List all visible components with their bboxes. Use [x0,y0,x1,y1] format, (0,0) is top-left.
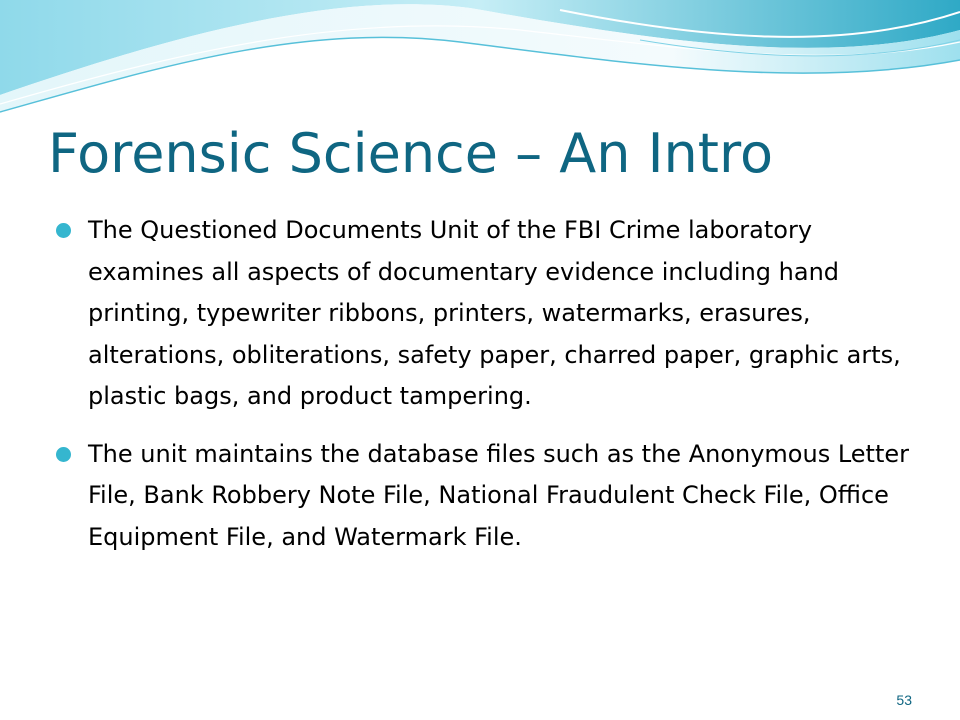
bullet-dot-icon [56,223,71,238]
bullet-text: The unit maintains the database files such as the Anonymous Letter File, Bank Robbery Note File, National Fraudulent Check File, Office Equipment File, and Watermark File. [88,439,909,551]
slide-title: Forensic Science – An Intro [48,122,773,185]
bullet-dot-icon [56,447,71,462]
bullet-item-database-files [56,434,916,559]
bullet-text: The Questioned Documents Unit of the FBI Crime laboratory examines all aspects of documentary evidence including hand printing, typewriter ribbons, printers, watermarks, erasures, alterations, obliterations, safety paper, charred paper, graphic arts, plastic bags, and product tampering. [88,216,901,410]
page-number: 53 [896,692,912,708]
bullet-item-questioned-documents [56,210,916,418]
bullet-list [56,210,916,574]
